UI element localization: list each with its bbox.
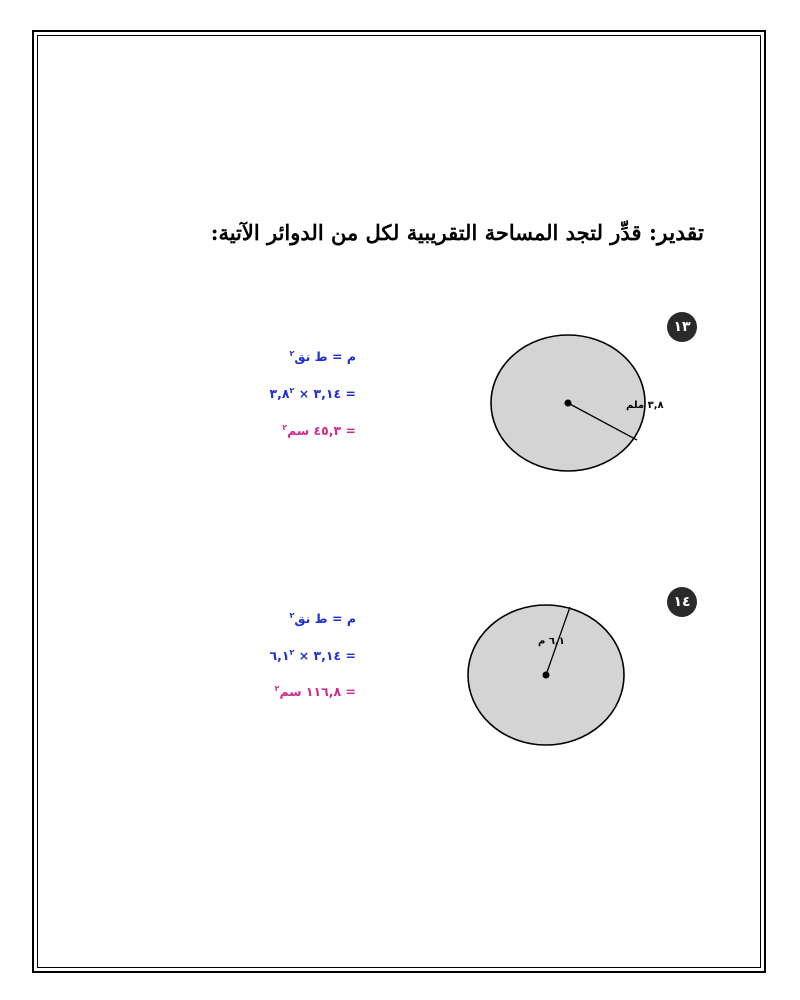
- formula-text: = ٣,١٤ × ٣,٨: [269, 386, 356, 402]
- formula-text: م = ط نق: [294, 611, 356, 627]
- superscript: ٢: [289, 349, 295, 358]
- superscript: ٢: [289, 648, 295, 657]
- answer-text: = ١١٦,٨ سم: [279, 684, 356, 700]
- superscript: ٢: [274, 684, 280, 693]
- center-point-14: [543, 672, 550, 679]
- radius-label-14: ٦,١ م: [538, 636, 565, 647]
- superscript: ٢: [289, 611, 295, 620]
- formula-text: = ٣,١٤ × ٦,١: [269, 648, 356, 664]
- problem-number-14: ١٤: [667, 587, 697, 617]
- heading-text: قدِّر لتجد المساحة التقريبية لكل من الدوائر الآتية:: [210, 220, 642, 245]
- formula-text: م = ط نق: [294, 349, 356, 365]
- superscript: ٢: [282, 423, 288, 432]
- heading-lead: تقدير:: [648, 220, 704, 246]
- center-point-13: [565, 400, 572, 407]
- problem-number-13: ١٣: [667, 312, 697, 342]
- radius-label-13: ٣,٨ ملم: [626, 400, 664, 411]
- answer-text: = ٤٥,٣ سم: [287, 423, 356, 439]
- superscript: ٢: [289, 386, 295, 395]
